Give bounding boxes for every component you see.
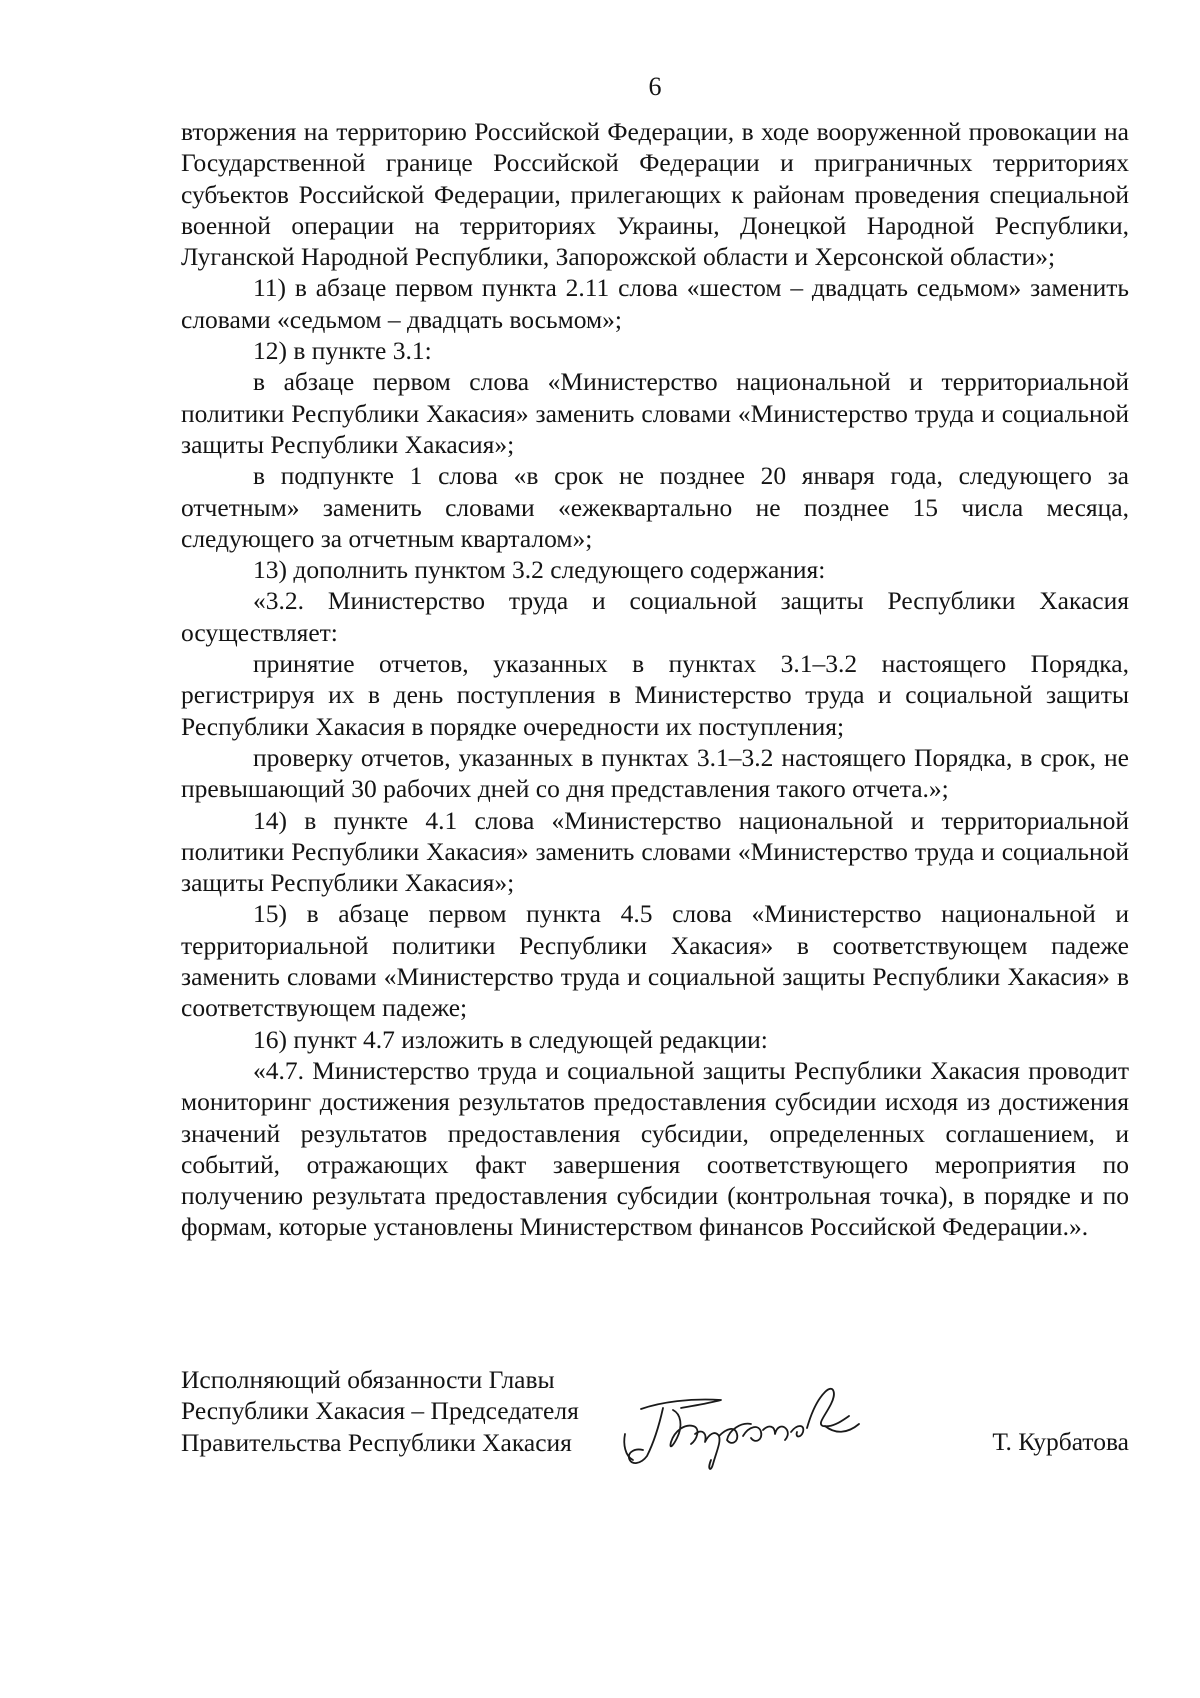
paragraph-continuation: вторжения на территорию Российской Федерации, в ходе вооруженной провокации на Государственной границе Российской Федерации и приграничных территориях субъектов Российской Федерации, прилегающих к районам проведения специальной военной операции на территориях Украины, Донецкой Народной Республики, Луганской Народной Республики, Запорожской области и Херсонской области»;: [181, 117, 1129, 272]
paragraph-item-12-sub-2: в подпункте 1 слова «в срок не позднее 20 января года, следующего за отчетным» заменить словами «ежеквартально не позднее 15 числа месяца, следующего за отчетным кварталом»;: [181, 461, 1129, 553]
document-body: [181, 116, 1129, 1243]
paragraph-item-11: 11) в абзаце первом пункта 2.11 слова «шестом – двадцать седьмом» заменить словами «седьмом – двадцать восьмом»;: [181, 273, 1129, 334]
signatory-title-line: Республики Хакасия – Председателя: [181, 1396, 579, 1426]
signatory-title-line: Правительства Республики Хакасия: [181, 1427, 572, 1457]
handwritten-signature: [611, 1364, 881, 1474]
paragraph-item-12: 12) в пункте 3.1:: [253, 336, 432, 366]
paragraph-clause-4-7: «4.7. Министерство труда и социальной защиты Республики Хакасия проводит мониторинг достижения результатов предоставления субсидии исходя из достижения значений результатов предоставления субсидии, определенных соглашением, и событий, отражающих факт завершения соответствующего мероприятия по получению результата предоставления субсидии (контрольная точка), в порядке и по формам, которые установлены Министерством финансов Российской Федерации.».: [181, 1055, 1129, 1242]
paragraph-clause-3-2: «3.2. Министерство труда и социальной защиты Республики Хакасия осуществляет:: [181, 586, 1129, 647]
paragraph-item-12-sub-1: в абзаце первом слова «Министерство национальной и территориальной политики Республики Хакасия» заменить словами «Министерство труда и социальной защиты Республики Хакасия»;: [181, 367, 1129, 459]
paragraph-clause-3-2-sub-1: принятие отчетов, указанных в пунктах 3.1–3.2 настоящего Порядка, регистрируя их в день поступления в Министерство труда и социальной защиты Республики Хакасия в порядке очередности их поступления;: [181, 649, 1129, 741]
signatory-title: [181, 1364, 661, 1458]
signatory-name: Т. Курбатова: [992, 1427, 1129, 1456]
signatory-title-line: Исполняющий обязанности Главы: [181, 1365, 555, 1394]
signature-block: [181, 1364, 1129, 1484]
paragraph-item-15: 15) в абзаце первом пункта 4.5 слова «Министерство национальной и территориальной политики Республики Хакасия» в соответствующем падеже заменить словами «Министерство труда и социальной защиты Республики Хакасия» в соответствующем падеже;: [181, 899, 1129, 1023]
paragraph-clause-3-2-sub-2: проверку отчетов, указанных в пунктах 3.1–3.2 настоящего Порядка, в срок, не превышающий 30 рабочих дней со дня представления такого отчета.»;: [181, 742, 1129, 804]
paragraph-item-14: 14) в пункте 4.1 слова «Министерство национальной и территориальной политики Республики Хакасия» заменить словами «Министерство труда и социальной защиты Республики Хакасия»;: [181, 805, 1129, 898]
page-number: 6: [648, 72, 662, 101]
paragraph-item-16: 16) пункт 4.7 изложить в следующей редакции:: [253, 1024, 768, 1054]
paragraph-item-13: 13) дополнить пунктом 3.2 следующего содержания:: [253, 555, 826, 585]
